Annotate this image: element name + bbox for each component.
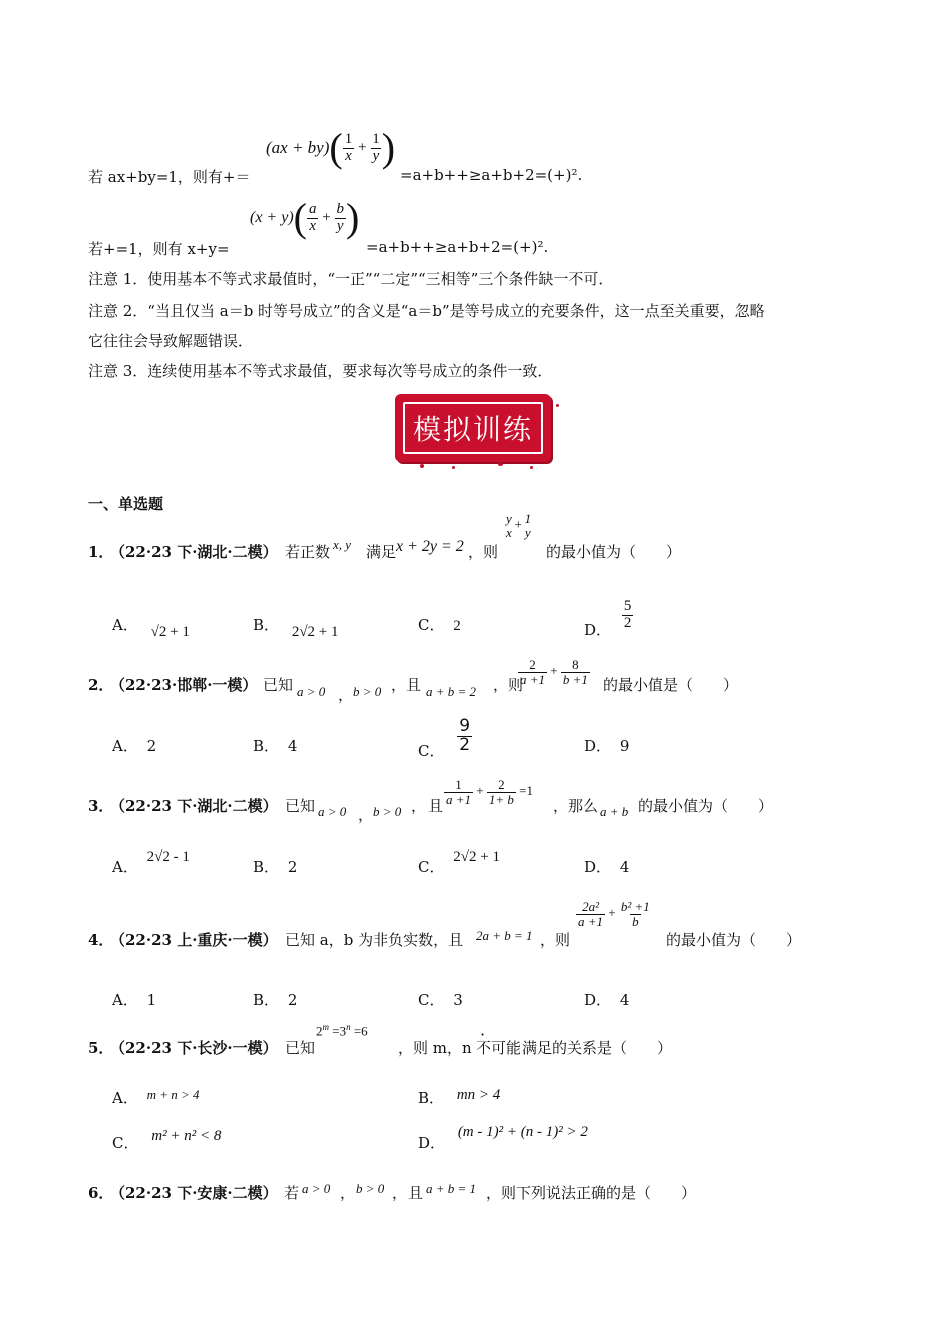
note-2-line-a: 注意 2．“当且仅当 a＝b 时等号成立”的含义是“a＝b”是等号成立的充要条件，这一点至关重要，忽略 bbox=[88, 302, 765, 320]
question-text: 若 bbox=[284, 1184, 300, 1202]
option-value: mn > 4 bbox=[456, 1087, 501, 1103]
banner-title: 模拟训练 bbox=[403, 402, 543, 454]
option-label: C． bbox=[418, 858, 445, 876]
note-3: 注意 3．连续使用基本不等式求最值，要求每次等号成立的条件一致． bbox=[88, 362, 553, 380]
question-text: 的最小值为（ ） bbox=[546, 543, 682, 561]
question-condition: 2a + b = 1 bbox=[476, 928, 533, 943]
option-label: C． bbox=[418, 616, 445, 634]
option-c[interactable] bbox=[112, 1124, 222, 1152]
option-label: D． bbox=[418, 1134, 446, 1152]
question-number: 3． bbox=[88, 797, 114, 815]
option-b[interactable] bbox=[253, 989, 297, 1010]
question-text: 的最小值为（ ） bbox=[638, 797, 774, 815]
option-b[interactable] bbox=[253, 735, 297, 756]
option-a[interactable] bbox=[112, 845, 190, 876]
section-title: 一、单选题 bbox=[88, 495, 164, 513]
option-b[interactable] bbox=[253, 856, 297, 877]
question-source: （22·23 下·湖北·二模） bbox=[110, 797, 278, 815]
question-expression: $\frac{2}{a +1}$ + $\frac{8}{b +1}$ bbox=[520, 657, 588, 687]
banner-splatter bbox=[498, 463, 503, 466]
option-value: 2√2 + 1 bbox=[291, 624, 339, 640]
option-c[interactable] bbox=[418, 845, 500, 876]
option-value: 1 bbox=[146, 991, 157, 1009]
question-text: 已知 bbox=[285, 1039, 316, 1057]
intro-formula-2: (x + y)( $\frac{a}{x}$ + $\frac{b}{y}$ ) bbox=[250, 195, 360, 240]
question-condition: x + 2y = 2 bbox=[396, 538, 464, 555]
question-text: ，则 bbox=[493, 676, 524, 694]
question-expression: $\frac{\text{2a²}}{a +1}$ + $\frac{\text{b² +1}}{b}$ bbox=[578, 899, 650, 929]
question-text: 已知 bbox=[263, 676, 294, 694]
option-label: B． bbox=[253, 737, 280, 755]
banner-splatter bbox=[420, 464, 424, 468]
question-source: （22·23 下·湖北·二模） bbox=[110, 543, 278, 561]
option-d[interactable] bbox=[418, 1120, 588, 1152]
intro-line-2-prefix: 若+=1，则有 x+y= bbox=[88, 240, 230, 258]
question-text: ，则 bbox=[540, 931, 571, 949]
option-label: C． bbox=[418, 742, 445, 761]
question-text: ，则 m，n bbox=[398, 1039, 472, 1057]
question-text: 已知 bbox=[285, 797, 316, 815]
question-number: 1． bbox=[88, 543, 114, 561]
question-condition: a > 0 bbox=[318, 804, 347, 819]
question-source: （22·23·邯郸·一模） bbox=[110, 676, 258, 694]
option-value: 2 bbox=[146, 737, 157, 755]
option-label: A． bbox=[112, 991, 138, 1009]
option-c[interactable] bbox=[418, 716, 472, 761]
simulation-training-banner bbox=[397, 396, 549, 460]
option-value: 2 bbox=[453, 618, 461, 634]
question-condition: a + b = 1 bbox=[426, 1181, 477, 1196]
option-value: 3 bbox=[453, 991, 463, 1009]
question-expression: y x + 1 y bbox=[506, 511, 532, 540]
question-number: 5． bbox=[88, 1039, 114, 1057]
option-label: A． bbox=[112, 737, 138, 755]
option-value: 2√2 - 1 bbox=[146, 849, 190, 865]
option-a[interactable] bbox=[112, 989, 156, 1010]
option-d[interactable] bbox=[584, 856, 629, 877]
option-c[interactable] bbox=[418, 614, 461, 635]
question-source: （22·23 下·长沙·一模） bbox=[110, 1039, 278, 1057]
question-source: （22·23 上·重庆·一模） bbox=[110, 931, 278, 949]
option-d[interactable] bbox=[584, 735, 629, 756]
question-condition: a + b = 2 bbox=[426, 684, 477, 699]
option-label: A． bbox=[112, 858, 138, 876]
option-value: √2 + 1 bbox=[150, 624, 190, 640]
option-b[interactable] bbox=[253, 614, 339, 640]
option-label: A． bbox=[112, 616, 138, 634]
emphasis-text bbox=[476, 1037, 521, 1058]
option-value: 4 bbox=[287, 737, 298, 755]
option-label: D． bbox=[584, 991, 612, 1009]
question-source: （22·23 下·安康·二模） bbox=[110, 1184, 278, 1202]
option-label: D． bbox=[584, 737, 612, 755]
option-label: B． bbox=[253, 991, 280, 1009]
intro-line-1-prefix: 若 ax+by=1，则有+＝ bbox=[88, 168, 251, 186]
emphasis-dotted: 不可能 bbox=[476, 1039, 522, 1057]
option-a[interactable] bbox=[112, 735, 156, 756]
question-text: 且 bbox=[408, 1184, 424, 1202]
option-value: $\frac{9}{2}$ bbox=[459, 716, 471, 755]
question-text: 且 bbox=[428, 797, 444, 815]
question-text: 且 bbox=[406, 676, 422, 694]
option-d[interactable] bbox=[584, 598, 633, 640]
note-2-line-b: 它往往会导致解题错误． bbox=[88, 332, 254, 350]
intro-line-1-suffix: =a+b++≥a+b+2=(+)². bbox=[400, 166, 583, 184]
option-a[interactable] bbox=[112, 1083, 200, 1107]
option-d[interactable] bbox=[584, 989, 629, 1010]
option-value: m + n > 4 bbox=[146, 1087, 200, 1102]
option-value: m² + n² < 8 bbox=[151, 1128, 222, 1144]
option-value: 9 bbox=[619, 737, 630, 755]
question-condition: b > 0 bbox=[373, 804, 402, 819]
option-label: B． bbox=[418, 1089, 445, 1107]
note-1: 注意 1．使用基本不等式求最值时，“一正”“二定”“三相等”三个条件缺一不可． bbox=[88, 270, 614, 288]
question-text: 的最小值是（ ） bbox=[603, 676, 739, 694]
question-number: 6． bbox=[88, 1184, 114, 1202]
question-condition: b > 0 bbox=[353, 684, 382, 699]
question-text: ，则 bbox=[468, 543, 499, 561]
option-c[interactable] bbox=[418, 989, 463, 1010]
question-condition: b > 0 bbox=[356, 1181, 385, 1196]
option-value: 4 bbox=[619, 858, 630, 876]
option-label: B． bbox=[253, 858, 280, 876]
intro-line-2-suffix: =a+b++≥a+b+2=(+)². bbox=[366, 238, 549, 256]
question-vars: x, y bbox=[333, 537, 352, 552]
option-label: D． bbox=[584, 858, 612, 876]
question-condition: a > 0 bbox=[302, 1181, 331, 1196]
intro-formula-1: (ax + by)( $\frac{1}{x}$ + $\frac{1}{y}$ ) bbox=[266, 125, 396, 170]
option-a[interactable] bbox=[112, 614, 190, 640]
option-label: C． bbox=[112, 1134, 139, 1152]
question-text: 满足的关系是（ ） bbox=[522, 1039, 673, 1057]
question-target: a + b bbox=[600, 804, 629, 819]
option-value: 4 bbox=[619, 991, 630, 1009]
question-text: 的最小值为（ ） bbox=[666, 931, 802, 949]
option-label: A． bbox=[112, 1089, 138, 1107]
question-text: 若正数 bbox=[285, 543, 331, 561]
option-value: 2√2 + 1 bbox=[453, 849, 500, 865]
option-label: C． bbox=[418, 991, 445, 1009]
option-label: B． bbox=[253, 616, 280, 634]
question-text: 满足 bbox=[366, 543, 397, 561]
question-number: 2． bbox=[88, 676, 114, 694]
banner-splatter bbox=[556, 404, 559, 407]
option-value: 2 bbox=[287, 991, 298, 1009]
option-value: (m - 1)² + (n - 1)² > 2 bbox=[457, 1124, 588, 1140]
question-condition: a > 0 bbox=[297, 684, 326, 699]
option-value: 2 bbox=[287, 858, 298, 876]
banner-splatter bbox=[530, 466, 533, 469]
option-b[interactable] bbox=[418, 1083, 501, 1107]
question-text: ，则下列说法正确的是（ ） bbox=[486, 1184, 697, 1202]
question-text: 已知 a，b 为非负实数，且 bbox=[285, 931, 464, 949]
question-number: 4． bbox=[88, 931, 114, 949]
question-text: ，那么 bbox=[553, 797, 599, 815]
question-expression: $\frac{1}{a +1}$ + $\frac{2}{1+ b}$ =1 bbox=[446, 777, 533, 807]
option-label: D． bbox=[584, 621, 612, 640]
option-value: $\frac{5}{2}$ bbox=[623, 598, 632, 631]
question-condition: $2^m =3^n =6$ bbox=[316, 1022, 368, 1039]
banner-splatter bbox=[452, 466, 455, 469]
